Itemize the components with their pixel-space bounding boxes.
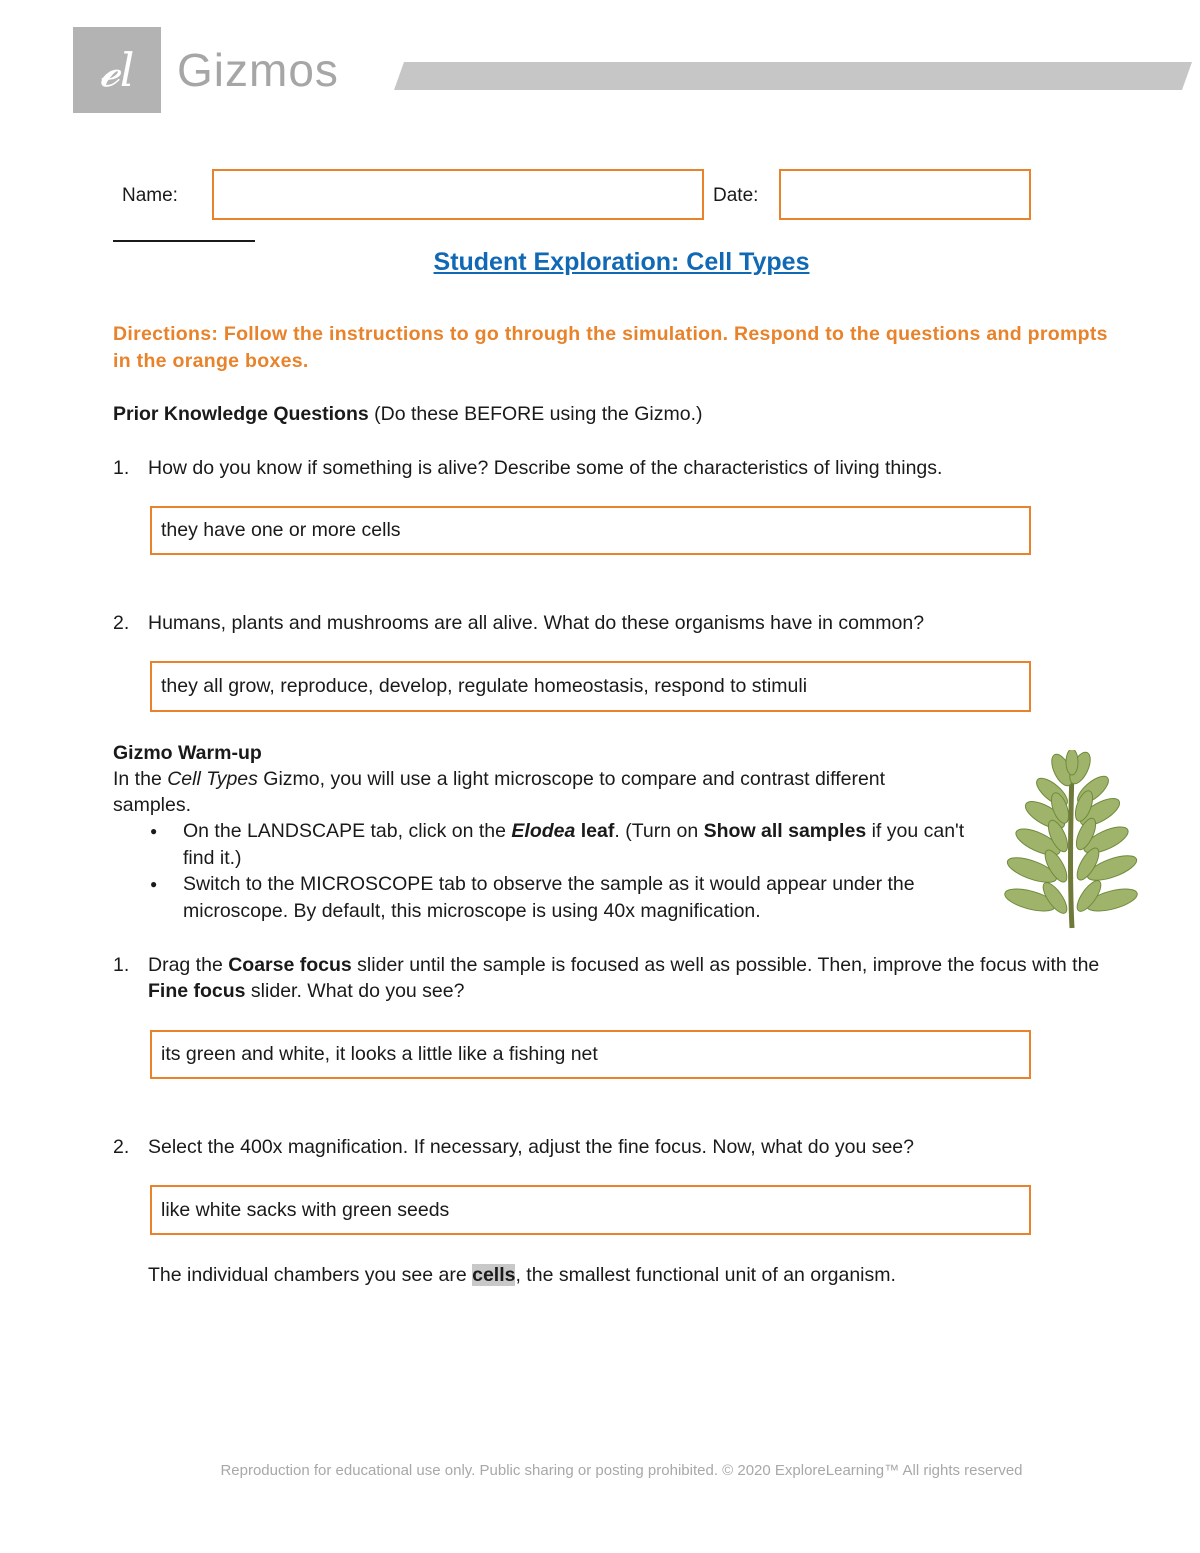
question-number: 1.	[113, 457, 130, 479]
warmup-heading: Gizmo Warm-up	[113, 742, 262, 764]
warmup-question-2	[113, 1134, 914, 1160]
logo-glyph: 𝓮l	[99, 43, 135, 97]
name-label: Name:	[122, 185, 178, 206]
bullet-text: if you can't find it.)	[183, 820, 965, 869]
warmup-section	[113, 740, 983, 924]
bullet-text: On the LANDSCAPE tab, click on the	[183, 820, 512, 842]
answer-box-prior-2[interactable]: they all grow, reproduce, develop, regulate homeostasis, respond to stimuli	[150, 661, 1031, 712]
footer-copyright: Reproduction for educational use only. Public sharing or posting prohibited. © 2020 ExploreLearning™ All rights reserved	[220, 1462, 1023, 1479]
question-number: 2.	[113, 1136, 130, 1158]
warmup-question-1	[113, 952, 1123, 1004]
closing-text: , the smallest functional unit of an organism.	[515, 1264, 896, 1286]
question-number: 2.	[113, 612, 130, 634]
directions: Directions: Follow the instructions to go through the simulation. Respond to the questions and prompts in the orange boxes.	[113, 323, 1108, 372]
date-field[interactable]	[779, 169, 1031, 220]
prior-question-2	[113, 610, 924, 636]
header-bar	[394, 62, 1192, 90]
answer-box-prior-1[interactable]: they have one or more cells	[150, 506, 1031, 555]
leaf-text: leaf	[575, 820, 615, 842]
warmup-intro	[113, 766, 903, 818]
question-text: Humans, plants and mushrooms are all alive. What do these organisms have in common?	[148, 612, 925, 634]
warmup-bullets	[113, 818, 983, 924]
name-underline	[113, 240, 255, 242]
cells-highlight: cells	[472, 1264, 516, 1286]
bullet-item-2: ● Switch to the MICROSCOPE tab to observe the sample as it would appear under the microscope. By default, this microscope is using 40x magnification.	[113, 871, 983, 924]
question-text: How do you know if something is alive? Describe some of the characteristics of living things.	[148, 457, 943, 479]
fine-focus-text: Fine focus	[148, 980, 246, 1002]
intro-text: In the	[113, 768, 168, 790]
elodea-text: Elodea	[511, 820, 576, 842]
bullet-text: . (Turn on	[614, 820, 704, 842]
prior-heading-bold: Prior Knowledge Questions	[113, 403, 369, 425]
closing-text: The individual chambers you see are	[148, 1264, 473, 1286]
bullet-item-1	[113, 818, 983, 871]
prior-question-1	[113, 455, 942, 481]
question-text: Select the 400x magnification. If necessary, adjust the fine focus. Now, what do you see?	[148, 1136, 914, 1158]
answer-box-warmup-2[interactable]: like white sacks with green seeds	[150, 1185, 1031, 1235]
coarse-focus-text: Coarse focus	[228, 954, 352, 976]
elodea-plant-icon	[1000, 750, 1140, 930]
q-text: slider. What do you see?	[245, 980, 465, 1002]
name-field[interactable]	[212, 169, 704, 220]
question-number: 1.	[113, 954, 130, 976]
brand-name: Gizmos	[177, 44, 339, 96]
prior-heading-note: (Do these BEFORE using the Gizmo.)	[368, 403, 703, 425]
page-title: Student Exploration: Cell Types	[433, 248, 810, 276]
intro-italic: Cell Types	[167, 768, 258, 790]
question-text	[148, 952, 1123, 1004]
closing-sentence	[148, 1262, 896, 1288]
gizmos-logo	[73, 27, 161, 113]
q-text: slider until the sample is focused as well as possible. Then, improve the focus with the	[351, 954, 1100, 976]
prior-knowledge-heading	[113, 401, 703, 427]
show-samples-text: Show all samples	[703, 820, 867, 842]
intro-text-2: Gizmo, you will use a light microscope to compare and contrast different samples.	[113, 768, 886, 816]
answer-box-warmup-1[interactable]: its green and white, it looks a little like a fishing net	[150, 1030, 1031, 1079]
date-label: Date:	[713, 185, 759, 206]
q-text: Drag the	[148, 954, 229, 976]
